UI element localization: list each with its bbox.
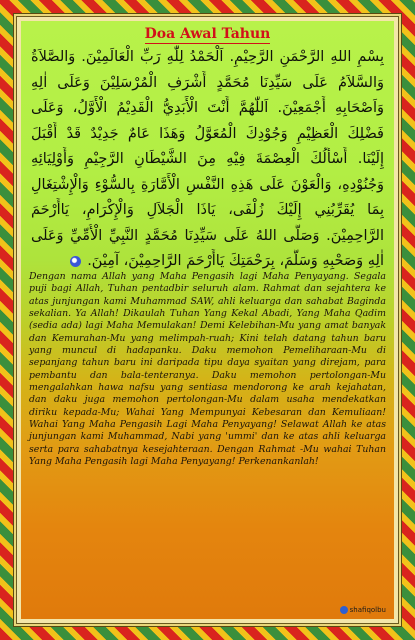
- malay-translation: Dengan nama Allah yang Maha Pengasih lagi Maha Penyayang. Segala puji bagi Allah, Tuhan pentadbir seluruh alam. Rahmat dan sejahtera ke atas junjungan kami Muhammad SAW, ahli keluarga dan sahabat Baginda sekalian. Ya Allah! Dikaulah Tuhan Yang Kekal Abadi, Yang Maha Qadim (sedia ada) lagi Maha Memulakan! Demi Kelebihan-Mu yang amat banyak dan Kemurahan-Mu yang melimpah-ruah; Kini telah datang tahun baru yang muncul di hadapanku. Daku memohon Pemeliharaan-Mu di sepanjang tahun baru ini daripada tipu daya syaitan yang direjam, para pembantu dan bala-tenteranya. Daku memohon pertolongan-Mu mengalahkan hawa nafsu yang sentiasa mendorong ke arah kejahatan, dan daku juga memohon pertolongan-Mu dalam usaha mendekatkan diriku kepada-Mu; Wahai Yang Mempunyai Kebesaran dan Kemuliaan! Wahai Yang Maha Pengasih Lagi Maha Penyayang! Selawat Allah ke atas junjungan kami Muhammad, Nabi yang 'ummi' dan ke atas ahli keluarga serta para sahabatnya kesejahteraan. Dengan Rahmat -Mu wahai Tuhan Yang Maha Pengasih lagi Maha Penyayang! Perkenankanlah!: [29, 271, 386, 468]
- prayer-panel: [21, 21, 394, 619]
- arabic-line: إِلَيْنَا. أَسْأَلُكَ الْعِصْمَةَ فِيْهِ مِنَ الشَّيْطَانِ الرَّجِيْمِ وَأَوْلِيَائِهِ: [31, 151, 384, 167]
- title-wrap: [21, 23, 394, 44]
- arabic-line: وَاَصْحَابِهِ أَجْمَعِيْنَ. اَللّٰهُمَّ أَنْتَ الْأَبَدِيُّ الْقَدِيْمُ الْأَوَّلُ، وَعَلَى: [31, 100, 384, 116]
- author-mark-icon: [340, 606, 348, 614]
- arabic-line: وَجُنُوْدِهِ، وَالْعَوْنَ عَلَى هَذِهِ النَّفْسِ الْأَمَّارَةِ بِالسُّوْءِ وَالْإِشْتِغَالِ: [31, 176, 384, 193]
- arabic-line: بِمَا يُقَرِّبُنِي إِلَيْكَ زُلْفَى، يَاذَا الْجَلاَلِ وَالْإِكْرَامِ، يَاأَرْحَمَ: [31, 202, 384, 218]
- verse-end-icon: [70, 256, 81, 267]
- arabic-line: الرَّاحِمِيْنَ. وَصَلَّى اللهُ عَلَى سَيِّدِنَا مُحَمَّدٍ النَّبِيِّ الْأُمِّيِّ وَعَلَى: [31, 227, 384, 244]
- arabic-prayer-text: [31, 45, 384, 275]
- page-title: Doa Awal Tahun: [144, 26, 271, 42]
- arabic-line: فَضْلِكَ الْعَظِيْمِ وَجُوْدِكَ الْمُعَوَّلُ وَهَذَا عَامٌ جَدِيْدٌ قَدْ أَقْبَلَ: [31, 125, 384, 142]
- arabic-line: اٰلِهِ وَصَحْبِهِ وَسَلَّمَ، بِرَحْمَتِكَ يَاأَرْحَمَ الرَّاحِمِيْنَ، آمِيْنَ.: [87, 253, 384, 269]
- signature: [340, 606, 386, 614]
- arabic-line: بِسْمِ اللهِ الرَّحْمَنِ الرَّحِيْمِ. اَلْحَمْدُ لِلّٰهِ رَبِّ الْعَالَمِيْنَ. وَالصَّلاَةُ: [31, 49, 384, 65]
- signature-text: shafiqolbu: [349, 606, 386, 614]
- arabic-line: وَالسَّلاَمُ عَلَى سَيِّدِنَا مُحَمَّدٍ أَشْرَفِ الْمُرْسَلِيْنَ وَعَلَى اٰلِهِ: [31, 74, 384, 91]
